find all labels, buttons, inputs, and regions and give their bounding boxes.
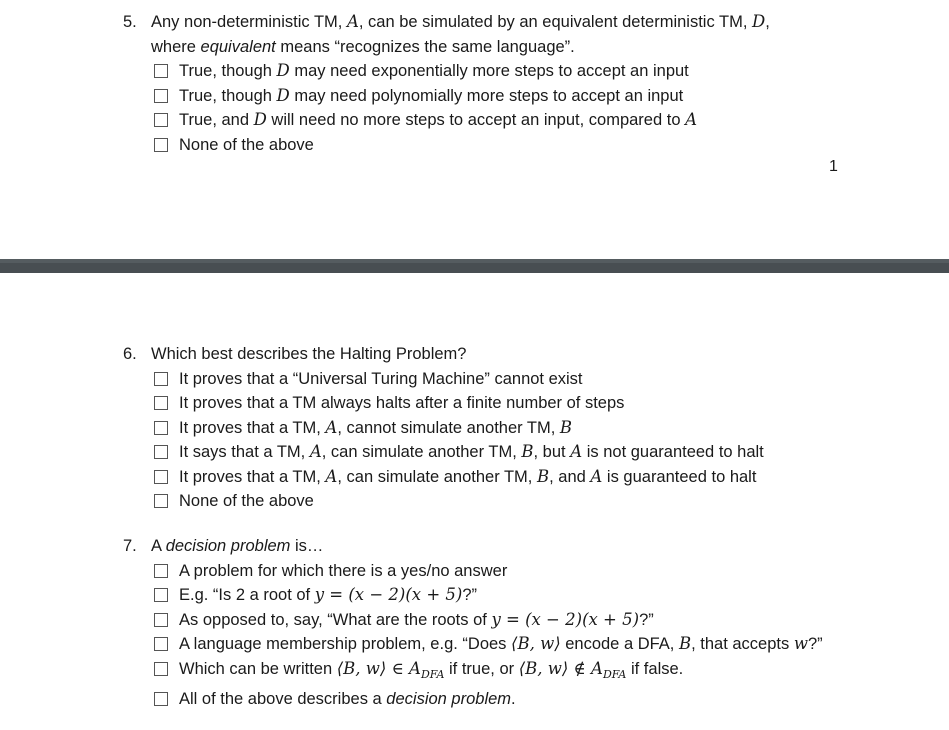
question-6	[123, 342, 923, 512]
option-label: True, though D may need exponentially more steps to accept an input	[179, 61, 689, 80]
option-label: It says that a TM, A, can simulate another TM, B, but A is not guaranteed to halt	[179, 442, 764, 461]
option-label: None of the above	[179, 492, 314, 510]
question-number: 6.	[123, 345, 137, 363]
checkbox[interactable]	[154, 494, 168, 508]
page-number: 1	[829, 158, 838, 175]
option-label: A language membership problem, e.g. “Does ⟨B, w⟩ encode a DFA, B, that accepts w?”	[179, 634, 823, 653]
checkbox[interactable]	[154, 470, 168, 484]
checkbox[interactable]	[154, 692, 168, 706]
checkbox[interactable]	[154, 421, 168, 435]
checkbox[interactable]	[154, 138, 168, 152]
checkbox[interactable]	[154, 445, 168, 459]
checkbox[interactable]	[154, 113, 168, 127]
question-7	[123, 534, 923, 724]
checkbox[interactable]	[154, 372, 168, 386]
question-stem: Any non-deterministic TM, A, can be simulated by an equivalent deterministic TM, D,	[151, 12, 770, 31]
checkbox[interactable]	[154, 613, 168, 627]
option-label: True, and D will need no more steps to accept an input, compared to A	[179, 110, 698, 129]
question-stem-line2: where equivalent means “recognizes the same language”.	[151, 37, 575, 56]
page-separator	[0, 263, 949, 273]
option-label: None of the above	[179, 135, 314, 154]
option-label: It proves that a TM always halts after a finite number of steps	[179, 394, 625, 412]
option-label: All of the above describes a decision problem.	[179, 690, 516, 708]
checkbox[interactable]	[154, 588, 168, 602]
question-5	[123, 10, 923, 160]
checkbox[interactable]	[154, 662, 168, 676]
option-label: It proves that a TM, A, cannot simulate another TM, B	[179, 417, 573, 437]
checkbox[interactable]	[154, 564, 168, 578]
question-number: 5.	[123, 13, 137, 31]
question-stem: Which best describes the Halting Problem?	[151, 345, 467, 363]
option-label: True, though D may need polynomially more steps to accept an input	[179, 85, 684, 105]
checkbox[interactable]	[154, 637, 168, 651]
option-label: Which can be written ⟨B, w⟩ ∈ $A_{DFA}$ if true, or ⟨B, w⟩ ∉ $A_{DFA}$ if false.	[179, 658, 684, 681]
option-label: A problem for which there is a yes/no answer	[179, 561, 508, 580]
checkbox[interactable]	[154, 64, 168, 78]
option-label: As opposed to, say, “What are the roots of y = (x − 2)(x + 5)?”	[179, 609, 654, 629]
option-label: It proves that a “Universal Turing Machine” cannot exist	[179, 369, 583, 388]
checkbox[interactable]	[154, 396, 168, 410]
option-label: E.g. “Is 2 a root of y = (x − 2)(x + 5)?”	[179, 585, 478, 604]
option-label: It proves that a TM, A, can simulate another TM, B, and A is guaranteed to halt	[179, 466, 757, 486]
question-number: 7.	[123, 537, 137, 555]
question-stem: A decision problem is…	[151, 537, 324, 555]
checkbox[interactable]	[154, 89, 168, 103]
